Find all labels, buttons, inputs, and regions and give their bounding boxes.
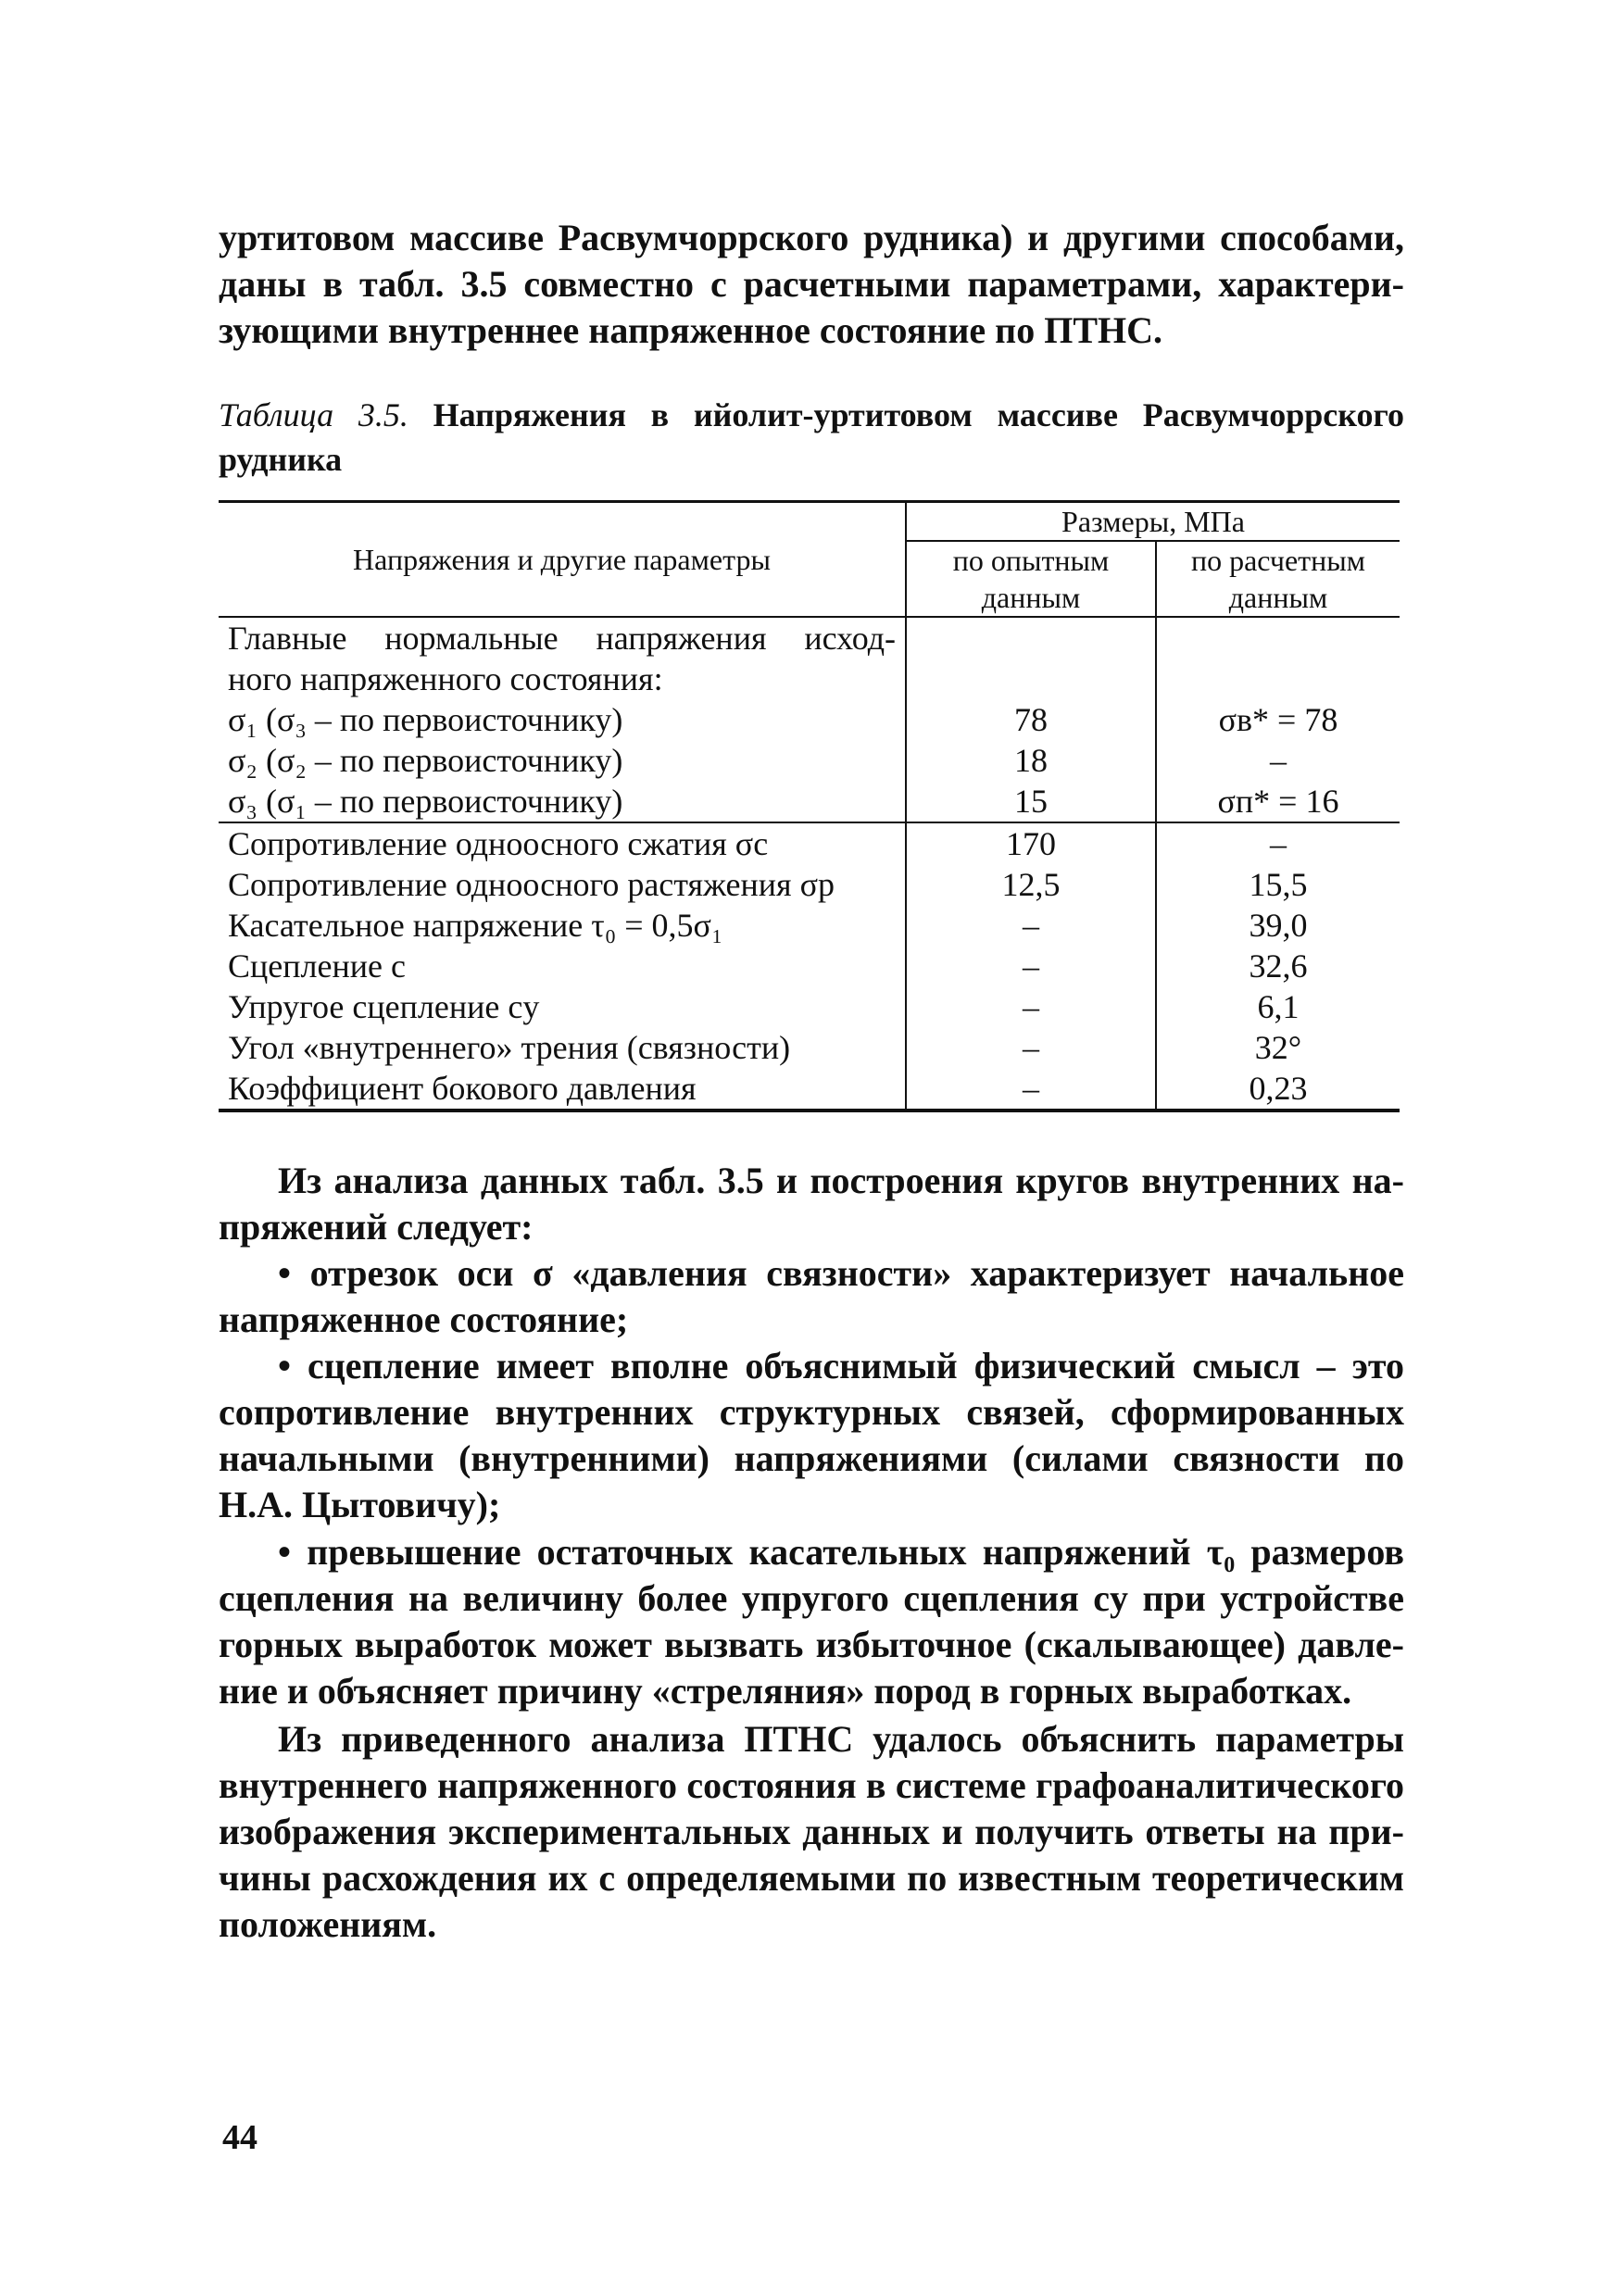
row-param: Сцепление c bbox=[228, 947, 406, 985]
header-calc-line: данным bbox=[1228, 581, 1328, 614]
row-exp: 78 bbox=[906, 699, 1156, 740]
bullet-line: • сцепление имеет вполне объяснимый физический смысл – это bbox=[278, 1345, 1404, 1386]
row-calc: 32° bbox=[1156, 1027, 1400, 1068]
row-calc: 6,1 bbox=[1156, 986, 1400, 1027]
table-row bbox=[219, 1027, 1400, 1068]
table-row bbox=[219, 946, 1400, 986]
row-param: Сопротивление одноосного сжатия σc bbox=[219, 822, 906, 864]
row-param: σ₁ (σ₃ – по первоисточнику) bbox=[228, 701, 623, 738]
row-calc: 39,0 bbox=[1156, 905, 1400, 946]
row-calc: 15,5 bbox=[1156, 864, 1400, 905]
bullet-line: начальными (внутренними) напряжениями (силами связности по bbox=[219, 1437, 1404, 1479]
intro-paragraph bbox=[219, 215, 1404, 354]
intro-line: зующими внутреннее напряженное состояние по ПТНС. bbox=[219, 309, 1163, 351]
row-param: Коэффициент бокового давления bbox=[219, 1068, 906, 1110]
table-row bbox=[219, 699, 1400, 740]
conclusion-line: положениям. bbox=[219, 1903, 437, 1945]
row-param: Сопротивление одноосного растяжения σp bbox=[228, 866, 835, 903]
row-calc: – bbox=[1156, 740, 1400, 781]
group1-title-2: ного напряженного состояния: bbox=[228, 660, 663, 697]
bullet-line: напряженное состояние; bbox=[219, 1299, 629, 1340]
table-caption-text: Напряжения в ийолит-уртитовом массиве Расвумчоррского bbox=[433, 396, 1404, 433]
page-number: 44 bbox=[222, 2118, 257, 2157]
table-row bbox=[219, 740, 1400, 781]
row-param: Угол «внутреннего» трения (связности) bbox=[228, 1029, 791, 1066]
analysis-paragraph bbox=[219, 1158, 1404, 1250]
row-param: σ₃ (σ₁ – по первоисточнику) bbox=[228, 783, 623, 820]
conclusion-line: изображения экспериментальных данных и получить ответы на при- bbox=[219, 1811, 1404, 1852]
table-row bbox=[219, 659, 1400, 699]
row-calc: 0,23 bbox=[1156, 1068, 1400, 1110]
row-calc: σв* = 78 bbox=[1156, 699, 1400, 740]
bullet-3 bbox=[219, 1529, 1404, 1714]
row-calc: – bbox=[1156, 822, 1400, 864]
bullet-line: Н.А. Цытовичу); bbox=[219, 1484, 501, 1525]
row-param: Касательное напряжение τ₀ = 0,5σ₁ bbox=[228, 907, 723, 944]
table-caption bbox=[219, 393, 1404, 482]
row-calc: 32,6 bbox=[1156, 946, 1400, 986]
table-row bbox=[219, 905, 1400, 946]
intro-line: уртитовом массиве Расвумчоррского рудника) и другими способами, bbox=[219, 217, 1404, 258]
header-exp bbox=[906, 541, 1156, 617]
row-exp: – bbox=[906, 905, 1156, 946]
header-calc bbox=[1156, 541, 1400, 617]
conclusion-line: Из приведенного анализа ПТНС удалось объяснить параметры bbox=[278, 1718, 1404, 1760]
table-row bbox=[219, 781, 1400, 822]
stress-table bbox=[219, 500, 1400, 1112]
row-exp: 12,5 bbox=[906, 864, 1156, 905]
row-exp: 15 bbox=[906, 781, 1156, 822]
bullet-line: сцепления на величину более упругого сцепления cy при устройстве bbox=[219, 1577, 1404, 1619]
bullet-1 bbox=[219, 1250, 1404, 1343]
table-row bbox=[219, 864, 1400, 905]
table-row bbox=[219, 617, 1400, 659]
row-param: Упругое сцепление cy bbox=[228, 988, 540, 1025]
row-exp: – bbox=[906, 986, 1156, 1027]
row-exp: – bbox=[906, 1068, 1156, 1110]
conclusion-line: чины расхождения их с определяемыми по известным теоретическим bbox=[219, 1857, 1404, 1899]
header-calc-line: по расчетным bbox=[1190, 544, 1366, 577]
bullet-line: • превышение остаточных касательных напряжений τ₀ размеров bbox=[278, 1531, 1404, 1573]
conclusion-paragraph bbox=[219, 1716, 1404, 1948]
analysis-line: Из анализа данных табл. 3.5 и построения кругов внутренних на- bbox=[278, 1160, 1404, 1201]
bullet-2 bbox=[219, 1343, 1404, 1528]
intro-line: даны в табл. 3.5 совместно с расчетными параметрами, характери- bbox=[219, 263, 1404, 305]
group1-title-1: Главные нормальные напряжения исход- bbox=[219, 617, 906, 659]
table-row bbox=[219, 822, 1400, 864]
header-group: Размеры, МПа bbox=[906, 502, 1400, 542]
row-calc: σп* = 16 bbox=[1156, 781, 1400, 822]
row-exp: 170 bbox=[906, 822, 1156, 864]
table-row bbox=[219, 1068, 1400, 1110]
row-exp: – bbox=[906, 1027, 1156, 1068]
row-exp: – bbox=[906, 946, 1156, 986]
bullet-line: горных выработок может вызвать избыточное (скалывающее) давле- bbox=[219, 1624, 1404, 1665]
header-exp-line: данным bbox=[981, 581, 1081, 614]
bullet-line: • отрезок оси σ «давления связности» характеризует начальное bbox=[278, 1252, 1404, 1294]
bullet-line: сопротивление внутренних структурных связей, сформированных bbox=[219, 1391, 1404, 1433]
bullet-line: ние и объясняет причину «стреляния» пород в горных выработках. bbox=[219, 1670, 1352, 1712]
row-param: σ₂ (σ₂ – по первоисточнику) bbox=[228, 742, 623, 779]
row-exp: 18 bbox=[906, 740, 1156, 781]
table-caption-text-2: рудника bbox=[219, 441, 343, 478]
header-param: Напряжения и другие параметры bbox=[219, 502, 906, 618]
table-caption-label: Таблица 3.5. bbox=[219, 396, 408, 433]
header-exp-line: по опытным bbox=[952, 544, 1110, 577]
table-row bbox=[219, 986, 1400, 1027]
conclusion-line: внутреннего напряженного состояния в системе графоаналитического bbox=[219, 1764, 1404, 1806]
analysis-line: пряжений следует: bbox=[219, 1206, 534, 1248]
